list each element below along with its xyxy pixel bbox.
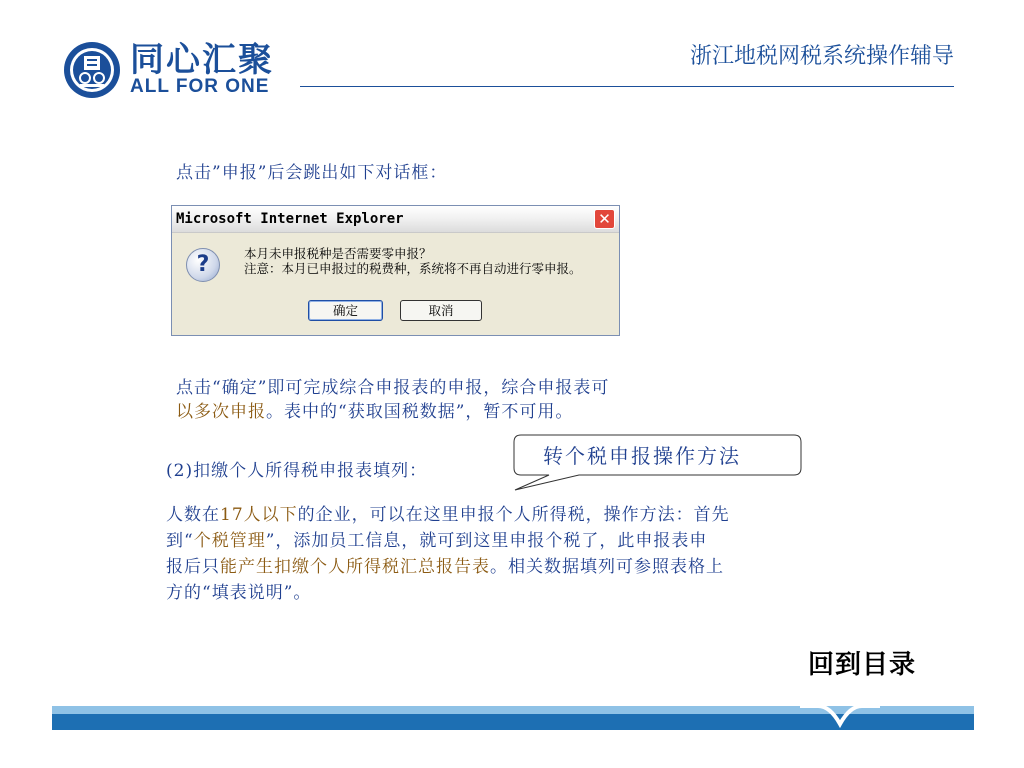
back-to-toc-link[interactable]: 回到目录 <box>808 650 917 680</box>
paragraph-line-3 <box>166 556 724 579</box>
confirm-dialog <box>171 205 620 336</box>
paragraph-highlight: 个税管理 <box>193 531 266 551</box>
footer-notch <box>800 700 880 732</box>
paragraph-text: 。相关数据填列可参照表格上 <box>490 557 724 577</box>
paragraph-highlight: 17人以下 <box>220 505 298 525</box>
paragraph-text: ”，添加员工信息，就可到这里申报个税了，此申报表申 <box>265 531 708 551</box>
paragraph-line-1 <box>166 504 730 527</box>
paragraph-line-4: 方的“填表说明”。 <box>166 583 312 603</box>
page-title: 浙江地税网税系统操作辅导 <box>689 44 954 69</box>
header-divider <box>300 86 954 87</box>
dialog-message-line2: 注意：本月已申报过的税费种，系统将不再自动进行零申报。 <box>244 261 582 276</box>
logo-english-text: ALL FOR ONE <box>130 76 270 97</box>
paragraph-text: 人数在 <box>166 505 220 525</box>
note-highlight: 以多次申报 <box>176 402 266 422</box>
note-line-2 <box>176 401 573 424</box>
dialog-title: Microsoft Internet Explorer <box>176 211 404 227</box>
section-heading: (2)扣缴个人所得税申报表填列： <box>166 461 428 481</box>
paragraph-text: 的企业，可以在这里申报个人所得税，操作方法：首先 <box>297 505 730 525</box>
cancel-button[interactable]: 取消 <box>400 300 482 321</box>
paragraph-text: 到“ <box>166 531 194 551</box>
note-line-1: 点击“确定”即可完成综合申报表的申报，综合申报表可 <box>176 378 610 398</box>
paragraph-text: 报后只 <box>166 557 220 577</box>
paragraph-line-2 <box>166 530 707 553</box>
dialog-message <box>244 246 582 276</box>
dialog-message-line1: 本月未申报税种是否需要零申报？ <box>244 246 432 261</box>
close-icon[interactable]: ✕ <box>594 209 615 229</box>
step-instruction: 点击”申报”后会跳出如下对话框： <box>176 163 448 183</box>
ok-button[interactable]: 确定 <box>308 300 383 321</box>
callout-link[interactable]: 转个税申报操作方法 <box>543 444 741 468</box>
paragraph-highlight: 能产生扣缴个人所得税汇总报告表 <box>220 557 490 577</box>
dialog-titlebar <box>172 206 619 233</box>
question-icon: ? <box>186 248 220 282</box>
logo-emblem-icon <box>62 40 122 100</box>
note-line-2-rest: 。表中的“获取国税数据”，暂不可用。 <box>266 402 574 422</box>
logo-chinese-text: 同心汇聚 <box>130 40 274 80</box>
